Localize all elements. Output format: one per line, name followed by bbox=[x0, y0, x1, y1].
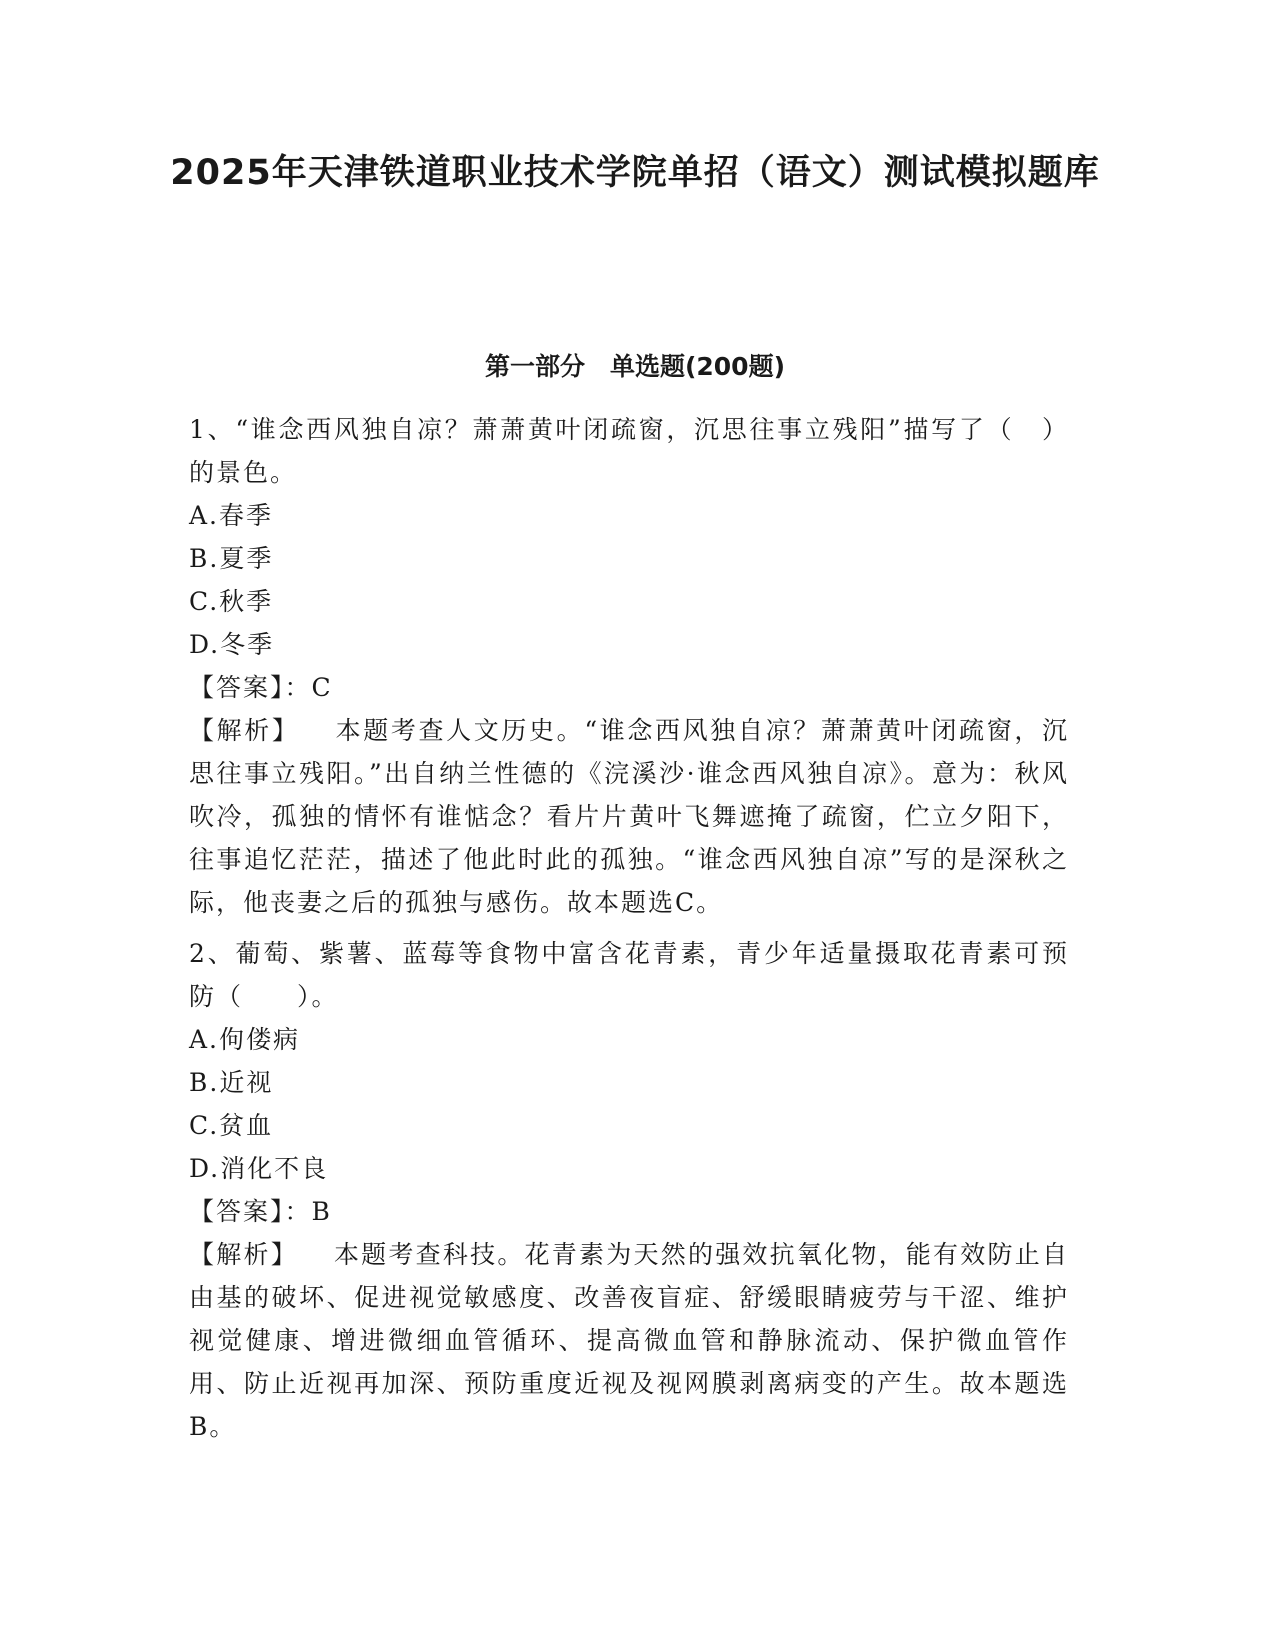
analysis-paragraph bbox=[189, 1233, 1069, 1448]
answer-line bbox=[189, 1190, 1069, 1233]
option-d: D.冬季 bbox=[189, 630, 275, 659]
section-heading: 第一部分 单选题(200题) bbox=[484, 352, 786, 381]
option-c: C.贫血 bbox=[189, 1111, 274, 1140]
option-b: B.近视 bbox=[189, 1068, 274, 1097]
answer-label: 【答案】： bbox=[189, 673, 312, 702]
option-a: A.佝偻病 bbox=[189, 1025, 301, 1054]
option-a: A.春季 bbox=[189, 501, 274, 530]
option-d: D.消化不良 bbox=[189, 1154, 329, 1183]
question-list bbox=[189, 408, 1069, 1456]
document-title: 2025年天津铁道职业技术学院单招（语文）测试模拟题库 bbox=[170, 153, 1100, 193]
answer-value: C bbox=[311, 673, 333, 702]
option-b: B.夏季 bbox=[189, 544, 274, 573]
question-stem: 2、葡萄、紫薯、蓝莓等食物中富含花青素，青少年适量摄取花青素可预防（ ）。 bbox=[189, 939, 1069, 1011]
analysis-label: 【解析】 bbox=[189, 1240, 298, 1269]
answer-line bbox=[189, 666, 1069, 709]
question-1 bbox=[189, 408, 1069, 924]
answer-value: B bbox=[311, 1197, 332, 1226]
analysis-text: 本题考查人文历史。“谁念西风独自凉？萧萧黄叶闭疏窗，沉思往事立残阳。”出自纳兰性德的《浣溪沙·谁念西风独自凉》。意为：秋风吹冷，孤独的情怀有谁惦念？看片片黄叶飞舞遮掩了疏窗，伫立夕阳下，往事追忆茫茫，描述了他此时此的孤独。“谁念西风独自凉”写的是深秋之际，他丧妻之后的孤独与感伤。故本题选C。 bbox=[189, 716, 1069, 917]
answer-label: 【答案】： bbox=[189, 1197, 312, 1226]
question-2 bbox=[189, 932, 1069, 1448]
question-stem: 1、“谁念西风独自凉？萧萧黄叶闭疏窗，沉思往事立残阳”描写了（ ）的景色。 bbox=[189, 415, 1069, 487]
analysis-paragraph bbox=[189, 709, 1069, 924]
analysis-text: 本题考查科技。花青素为天然的强效抗氧化物，能有效防止自由基的破坏、促进视觉敏感度、改善夜盲症、舒缓眼睛疲劳与干涩、维护视觉健康、增进微细血管循环、提高微血管和静脉流动、保护微血管作用、防止近视再加深、预防重度近视及视网膜剥离病变的产生。故本题选B。 bbox=[189, 1240, 1069, 1441]
analysis-label: 【解析】 bbox=[189, 716, 300, 745]
option-c: C.秋季 bbox=[189, 587, 274, 616]
